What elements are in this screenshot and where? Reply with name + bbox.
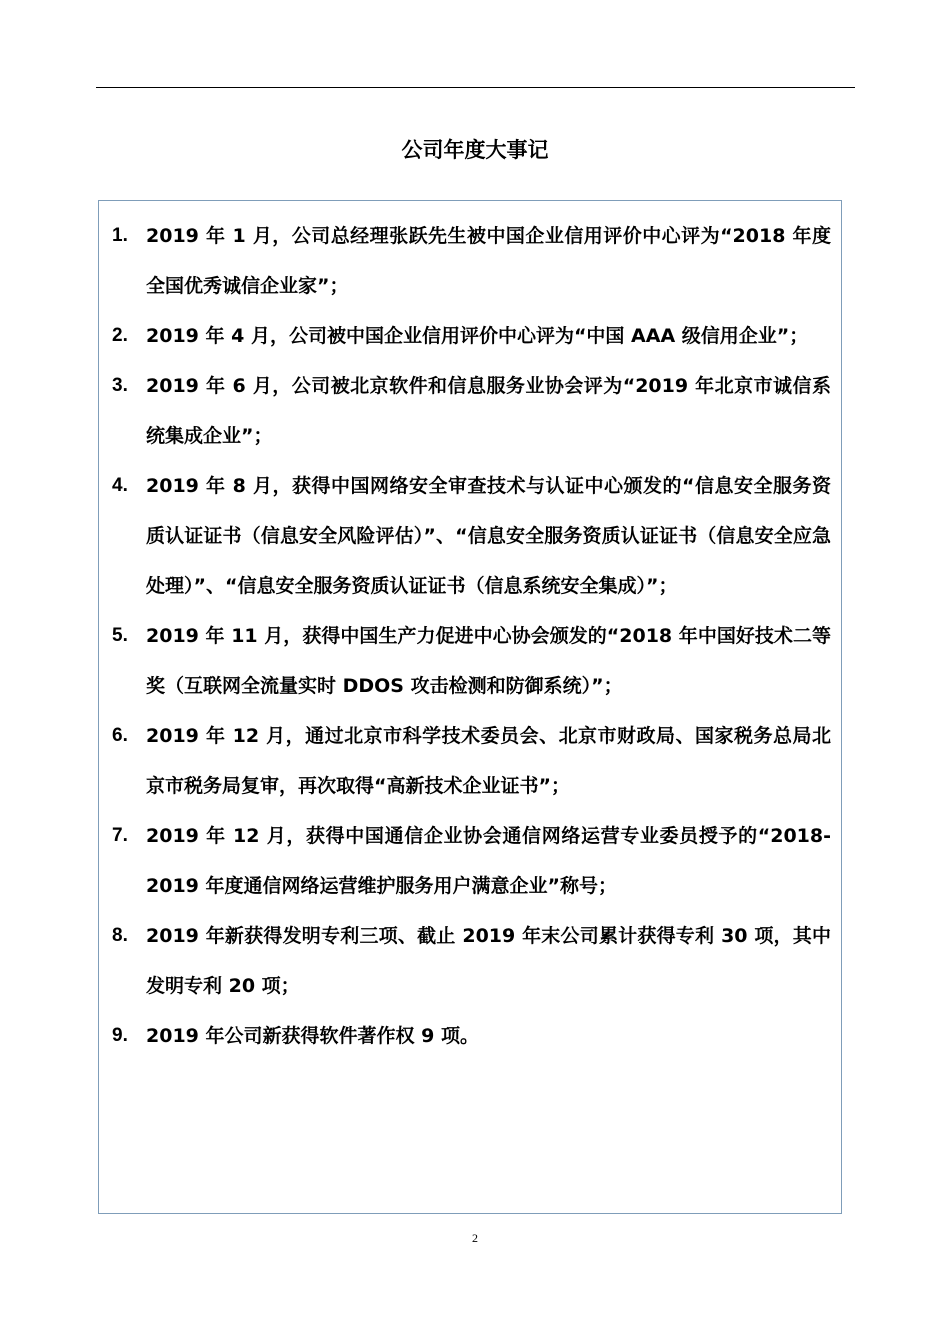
event-item-5 — [99, 611, 841, 711]
event-item-7 — [99, 811, 841, 911]
event-number: 3. — [112, 375, 128, 396]
event-text: 2019 年 6 月，公司被北京软件和信息服务业协会评为“2019 年北京市诚信系统集成企业”； — [146, 375, 831, 447]
event-number: 6. — [112, 725, 128, 746]
event-item-6 — [99, 711, 841, 811]
event-text: 2019 年 8 月，获得中国网络安全审查技术与认证中心颁发的“信息安全服务资质认证证书（信息安全风险评估）”、“信息安全服务资质认证证书（信息安全应急处理）”、“信息安全服务资质认证证书（信息系统安全集成）”； — [146, 475, 831, 597]
event-text: 2019 年 11 月，获得中国生产力促进中心协会颁发的“2018 年中国好技术二等奖（互联网全流量实时 DDOS 攻击检测和防御系统）”； — [146, 625, 831, 697]
page-title: 公司年度大事记 — [401, 138, 549, 162]
event-number: 9. — [112, 1025, 128, 1046]
event-text: 2019 年 12 月，获得中国通信企业协会通信网络运营专业委员授予的“2018-2019 年度通信网络运营维护服务用户满意企业”称号； — [146, 825, 831, 897]
header-rule — [96, 87, 855, 88]
event-number: 8. — [112, 925, 128, 946]
event-item-8 — [99, 911, 841, 1011]
event-list — [99, 211, 841, 1061]
event-text: 2019 年 12 月，通过北京市科学技术委员会、北京市财政局、国家税务总局北京市税务局复审，再次取得“高新技术企业证书”； — [146, 725, 831, 797]
event-text: 2019 年 1 月，公司总经理张跃先生被中国企业信用评价中心评为“2018 年度全国优秀诚信企业家”； — [146, 225, 831, 297]
event-number: 5. — [112, 625, 128, 646]
event-number: 2. — [112, 325, 128, 346]
page-number: 2 — [472, 1231, 478, 1245]
event-number: 4. — [112, 475, 128, 496]
events-box — [98, 200, 842, 1214]
event-item-2 — [99, 311, 841, 361]
event-number: 7. — [112, 825, 128, 846]
event-item-3 — [99, 361, 841, 461]
event-number: 1. — [112, 225, 128, 246]
event-text: 2019 年公司新获得软件著作权 9 项。 — [146, 1025, 479, 1047]
event-item-4 — [99, 461, 841, 611]
event-text: 2019 年新获得发明专利三项、截止 2019 年末公司累计获得专利 30 项，其中发明专利 20 项； — [146, 925, 831, 997]
event-item-1 — [99, 211, 841, 311]
event-text: 2019 年 4 月，公司被中国企业信用评价中心评为“中国 AAA 级信用企业”； — [146, 325, 809, 347]
event-item-9 — [99, 1011, 841, 1061]
